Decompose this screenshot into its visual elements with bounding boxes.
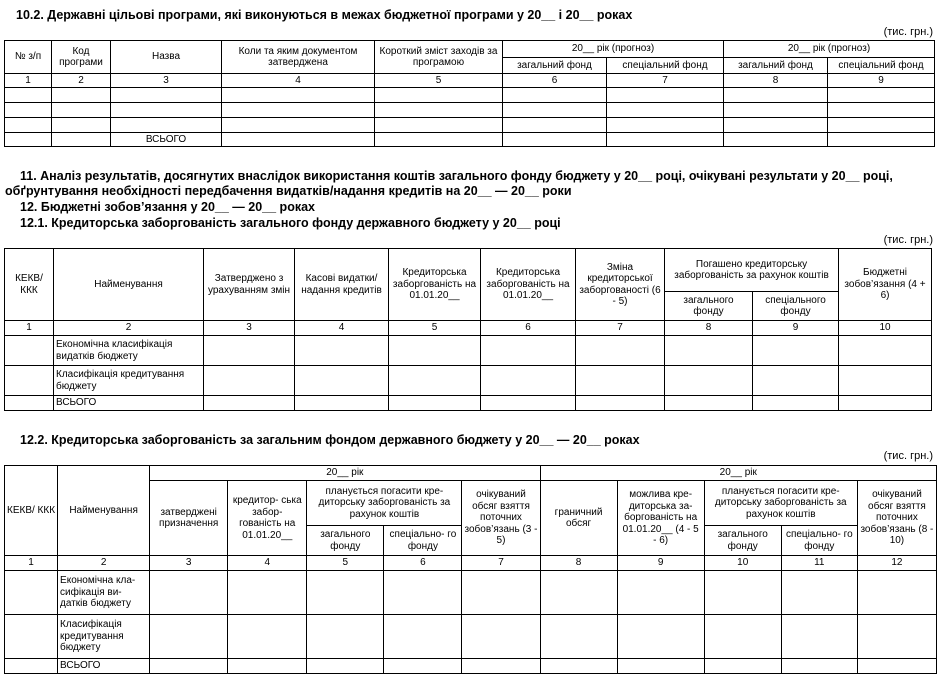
col-num: 6 [481,321,576,336]
header-obligations: Бюджетні зобов’язання (4 + 6) [839,249,932,321]
table-row [5,571,937,615]
section-12-1-heading: 12.1. Кредиторська заборгованість загального фонду державного бюджету у 20__ році [20,216,561,230]
col-num: 3 [204,321,295,336]
col-num: 4 [228,556,307,571]
header-kekv: КЕКВ/ ККК [5,466,58,556]
header-special-fund: спеціальний фонд [607,58,724,74]
header-name: Назва [111,41,222,74]
col-num: 3 [150,556,228,571]
col-num: 2 [52,74,111,88]
col-num: 5 [375,74,503,88]
col-num: 4 [222,74,375,88]
header-cash-expenses: Касові видатки/ надання кредитів [295,249,389,321]
section-11-line2: обґрунтування необхідності передбачення видатків/надання кредитів на 20__ — 20__ роки [5,184,572,198]
header-special-fund: спеціального фонду [753,292,839,321]
section-12-2-unit: (тис. грн.) [883,450,933,462]
header-possible-debt: можлива кре- диторська за- боргованість на 01.01.20__ (4 - 5 - 6) [617,481,704,556]
header-year1: 20__ рік [150,466,540,481]
table-row [5,118,935,133]
header-year2: 20__ рік (прогноз) [724,41,935,58]
header-num: № з/п [5,41,52,74]
section-12-1-table [4,248,932,411]
col-num: 5 [389,321,481,336]
total-label: ВСЬОГО [54,396,204,411]
col-num: 3 [111,74,222,88]
col-num: 1 [5,321,54,336]
col-num: 12 [857,556,936,571]
total-label: ВСЬОГО [58,659,150,674]
header-approved-by: Коли та яким документом затверджена [222,41,375,74]
header-debt-end: Кредиторська заборгованість на 01.01.20__ [481,249,576,321]
row-label: Економічна класифікація видатків бюджету [54,336,204,366]
header-special-fund: спеціальний фонд [828,58,935,74]
col-num: 4 [295,321,389,336]
header-general-fund: загального фонду [307,526,384,556]
col-num: 7 [576,321,665,336]
table-row [5,366,932,396]
header-name: Найменування [54,249,204,321]
header-approved: Затверджено з урахуванням змін [204,249,295,321]
header-general-fund: загальний фонд [724,58,828,74]
header-debt: кредитор- ська забор- гованість на 01.01.20__ [228,481,307,556]
header-expected: очікуваний обсяг взяття поточних зобов’язань (8 - 10) [857,481,936,556]
col-num: 2 [58,556,150,571]
header-debt-start: Кредиторська заборгованість на 01.01.20__ [389,249,481,321]
col-num: 1 [5,74,52,88]
total-row [5,133,935,147]
row-label: Класифікація кредитування бюджету [58,615,150,659]
col-num: 9 [753,321,839,336]
total-label: ВСЬОГО [111,133,222,147]
col-num: 1 [5,556,58,571]
col-num: 6 [384,556,462,571]
header-name: Найменування [58,466,150,556]
header-general-fund: загального фонду [665,292,753,321]
col-num: 7 [462,556,540,571]
col-num: 6 [503,74,607,88]
col-num: 10 [839,321,932,336]
col-num: 10 [704,556,781,571]
header-repaid: Погашено кредиторську заборгованість за рахунок коштів [665,249,839,292]
section-12-2-table [4,465,937,674]
section-12-1-unit: (тис. грн.) [883,234,933,246]
section-10-2-table [4,40,935,147]
header-year2: 20__ рік [540,466,936,481]
col-num: 8 [665,321,753,336]
row-label: Класифікація кредитування бюджету [54,366,204,396]
table-row [5,336,932,366]
section-12-heading: 12. Бюджетні зобов’язання у 20__ — 20__ роках [20,200,315,214]
header-special-fund: спеціально- го фонду [781,526,857,556]
section-10-2-unit: (тис. грн.) [883,26,933,38]
header-approved: затверджені призначення [150,481,228,556]
header-special-fund: спеціально- го фонду [384,526,462,556]
total-row [5,659,937,674]
section-12-2-heading: 12.2. Кредиторська заборгованість за загальним фондом державного бюджету у 20__ — 20__ роках [20,433,640,447]
header-expected: очікуваний обсяг взяття поточних зобов’язань (3 - 5) [462,481,540,556]
header-limit: граничний обсяг [540,481,617,556]
header-summary: Короткий зміст заходів за програмою [375,41,503,74]
header-plan: планується погасити кре- диторську заборгованість за рахунок коштів [307,481,462,526]
col-num: 8 [540,556,617,571]
col-num: 8 [724,74,828,88]
col-num: 2 [54,321,204,336]
table-row [5,103,935,118]
header-year1: 20__ рік (прогноз) [503,41,724,58]
col-num: 9 [828,74,935,88]
header-program-code: Код програми [52,41,111,74]
total-row [5,396,932,411]
header-kekv: КЕКВ/ККК [5,249,54,321]
col-num: 11 [781,556,857,571]
header-debt-change: Зміна кредиторської заборгованості (6 - 5) [576,249,665,321]
header-general-fund: загального фонду [704,526,781,556]
section-11-line1: 11. Аналіз результатів, досягнутих внаслідок використання коштів загального фонду бюджету у 20__ році, очікувані результати у 20__ році, [20,169,893,183]
table-row [5,615,937,659]
section-10-2-heading: 10.2. Державні цільові програми, які виконуються в межах бюджетної програми у 20__ і 20__ роках [16,8,633,22]
col-num: 7 [607,74,724,88]
row-label: Економічна кла- сифікація ви- датків бюджету [58,571,150,615]
table-row [5,88,935,103]
col-num: 5 [307,556,384,571]
header-plan: планується погасити кре- диторську заборгованість за рахунок коштів [704,481,857,526]
header-general-fund: загальний фонд [503,58,607,74]
col-num: 9 [617,556,704,571]
